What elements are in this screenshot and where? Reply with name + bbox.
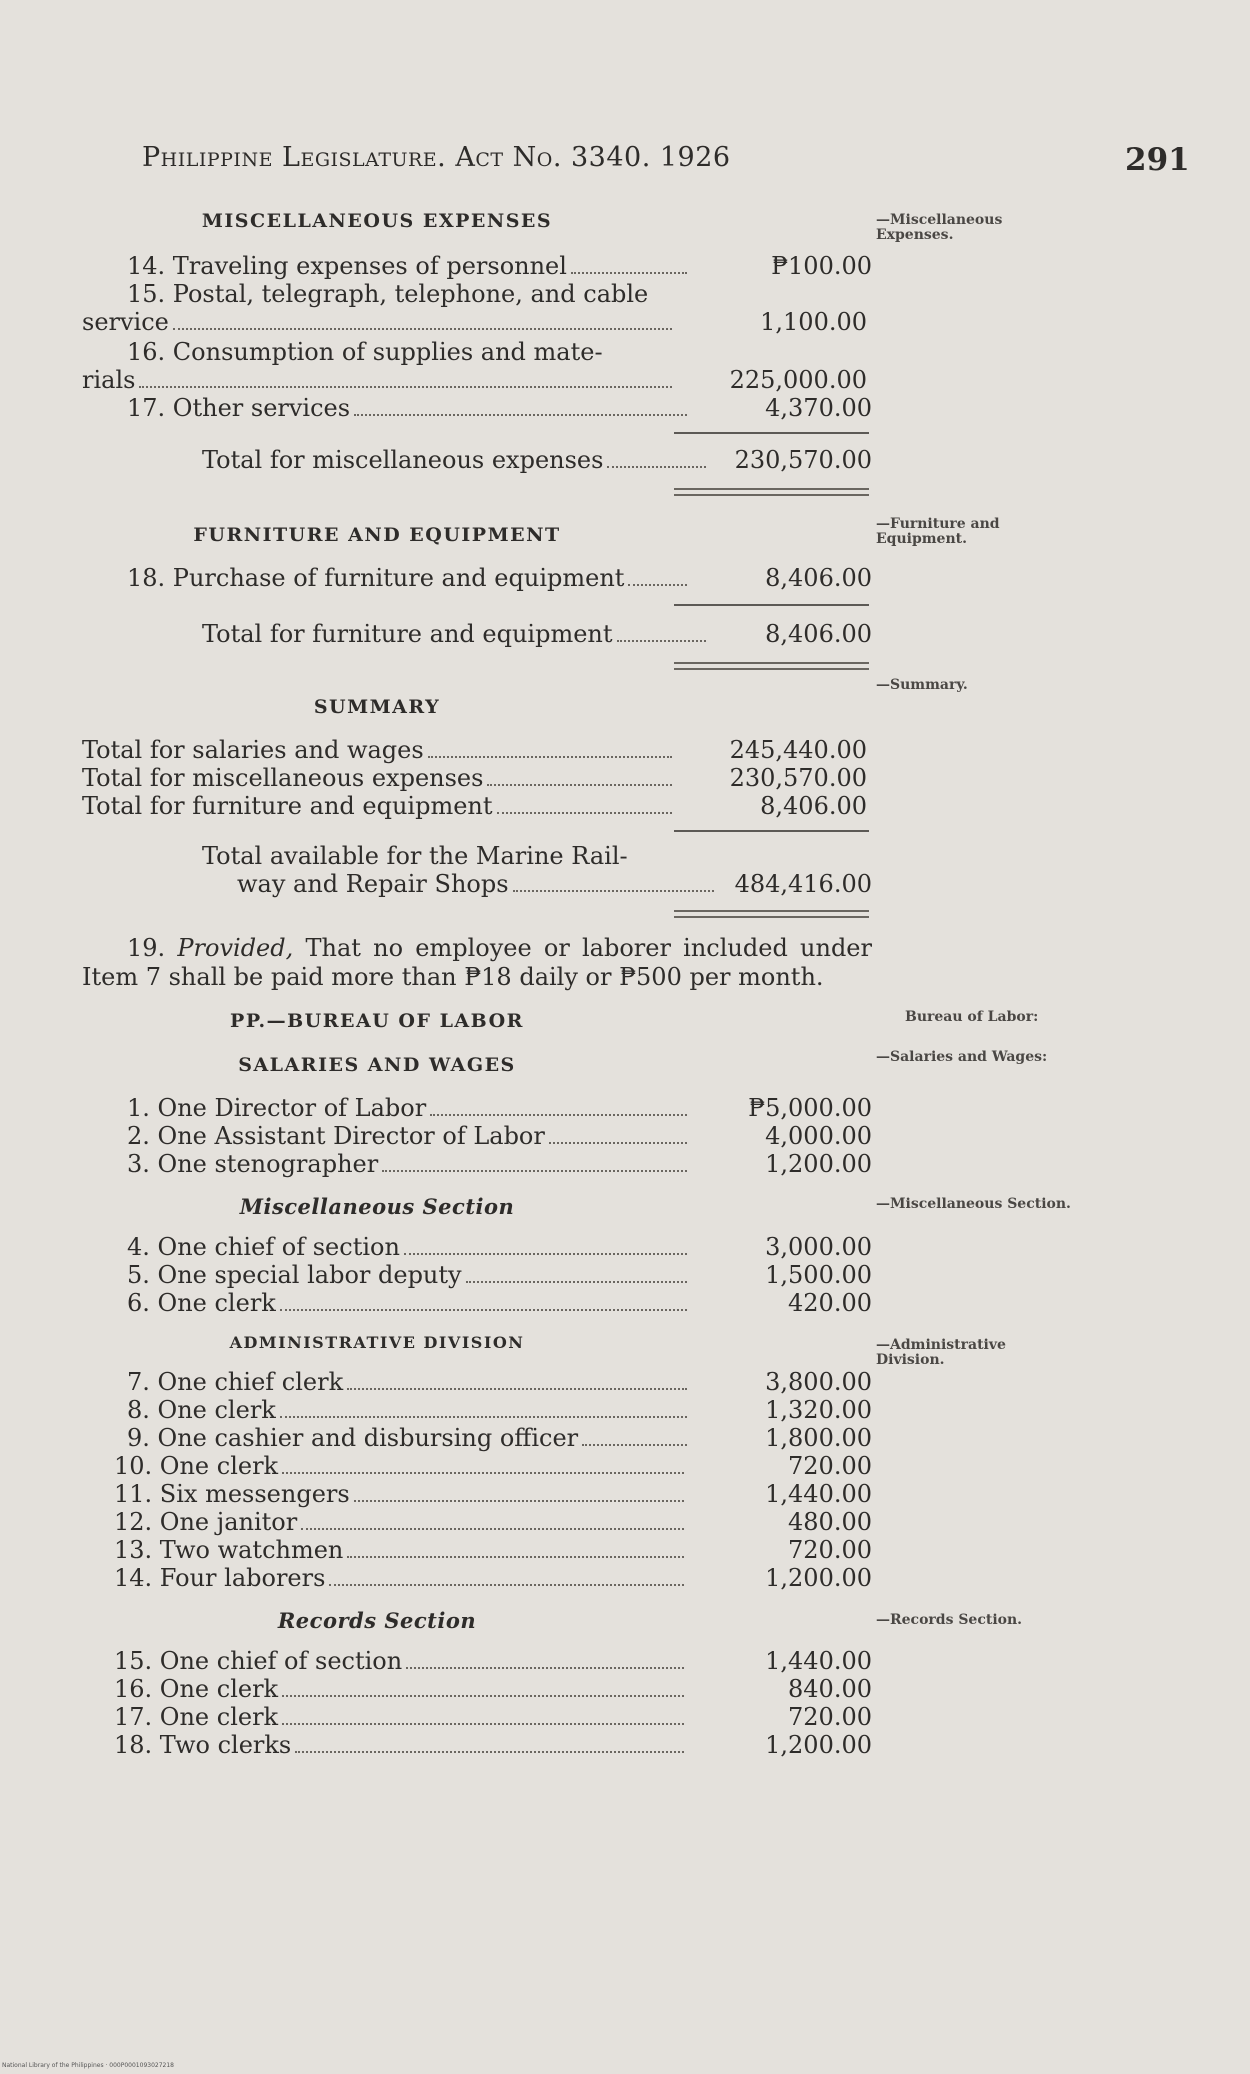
double-rule: [674, 910, 869, 918]
line-item: 9. One cashier and disbursing officer 1,800.00: [127, 1424, 872, 1452]
total-row: Total for miscellaneous expenses 230,570.00: [202, 446, 872, 474]
line-item: 6. One clerk 420.00: [127, 1289, 872, 1317]
margin-note-misc: —Miscellaneous Expenses.: [876, 212, 1003, 243]
margin-note-admin: —Administrative Division.: [876, 1337, 1006, 1368]
margin-note-summary: —Summary.: [876, 677, 968, 693]
line-item: 15. One chief of section 1,440.00: [114, 1647, 872, 1675]
line-item: 13. Two watchmen 720.00: [114, 1536, 872, 1564]
line-item: rials 225,000.00: [82, 366, 867, 394]
proviso-paragraph: 19. Provided, That no employee or laborer included under Item 7 shall be paid more than ₱18 daily or ₱500 per month.: [82, 934, 872, 991]
summary-row: Total for salaries and wages 245,440.00: [82, 736, 867, 764]
line-item: 4. One chief of section 3,000.00: [127, 1233, 872, 1261]
line-item-text: 15. Postal, telegraph, telephone, and cable: [127, 280, 649, 308]
margin-note-furniture: —Furniture and Equipment.: [876, 516, 1000, 547]
line-item: 11. Six messengers 1,440.00: [114, 1480, 872, 1508]
line-item: 14. Traveling expenses of personnel ₱100.00: [127, 252, 872, 280]
main-text: [82, 210, 872, 1759]
line-item: 3. One stenographer 1,200.00: [127, 1150, 872, 1178]
grand-total-row: way and Repair Shops 484,416.00: [237, 870, 872, 898]
admin-heading: ADMINISTRATIVE DIVISION: [229, 1333, 525, 1352]
margin-note-salaries: —Salaries and Wages:: [876, 1049, 1048, 1065]
line-item: 18. Two clerks 1,200.00: [114, 1731, 872, 1759]
line-item: 14. Four laborers 1,200.00: [114, 1564, 872, 1592]
grand-total-label: Total available for the Marine Rail-: [202, 842, 628, 870]
scan-footer: National Library of the Philippines · 000P0001093027218: [2, 2062, 174, 2069]
line-item: 12. One janitor 480.00: [114, 1508, 872, 1536]
records-heading: Records Section: [277, 1608, 477, 1633]
line-item: 17. One clerk 720.00: [114, 1703, 872, 1731]
summary-heading: SUMMARY: [313, 696, 441, 718]
page-number: 291: [1125, 142, 1190, 178]
line-item: 2. One Assistant Director of Labor 4,000.00: [127, 1122, 872, 1150]
line-item: 18. Purchase of furniture and equipment 8,406.00: [127, 564, 872, 592]
misc-section-heading: Miscellaneous Section: [239, 1194, 515, 1219]
running-title: Philippine Legislature. Act No. 3340. 1926: [142, 142, 731, 173]
margin-note-records: —Records Section.: [876, 1612, 1023, 1628]
bureau-heading: PP.—BUREAU OF LABOR: [230, 1010, 524, 1032]
line-item: 10. One clerk 720.00: [114, 1452, 872, 1480]
furniture-heading: FURNITURE AND EQUIPMENT: [193, 524, 561, 546]
line-item: service 1,100.00: [82, 308, 867, 336]
double-rule: [674, 488, 869, 496]
summary-row: Total for miscellaneous expenses 230,570.00: [82, 764, 867, 792]
salaries-heading: SALARIES AND WAGES: [238, 1054, 516, 1076]
total-row: Total for furniture and equipment 8,406.00: [202, 620, 872, 648]
line-item: 5. One special labor deputy 1,500.00: [127, 1261, 872, 1289]
line-item-text: 16. Consumption of supplies and mate-: [127, 338, 603, 366]
margin-note-misc-section: —Miscellaneous Section.: [876, 1196, 1071, 1212]
summary-row: Total for furniture and equipment 8,406.00: [82, 792, 867, 820]
line-item: 8. One clerk 1,320.00: [127, 1396, 872, 1424]
double-rule: [674, 662, 869, 670]
line-item: 7. One chief clerk 3,800.00: [127, 1368, 872, 1396]
line-item: 16. One clerk 840.00: [114, 1675, 872, 1703]
line-item: 17. Other services 4,370.00: [127, 394, 872, 422]
line-item: 1. One Director of Labor ₱5,000.00: [127, 1094, 872, 1122]
margin-note-bureau: Bureau of Labor:: [905, 1009, 1039, 1025]
misc-heading: MISCELLANEOUS EXPENSES: [201, 210, 553, 232]
